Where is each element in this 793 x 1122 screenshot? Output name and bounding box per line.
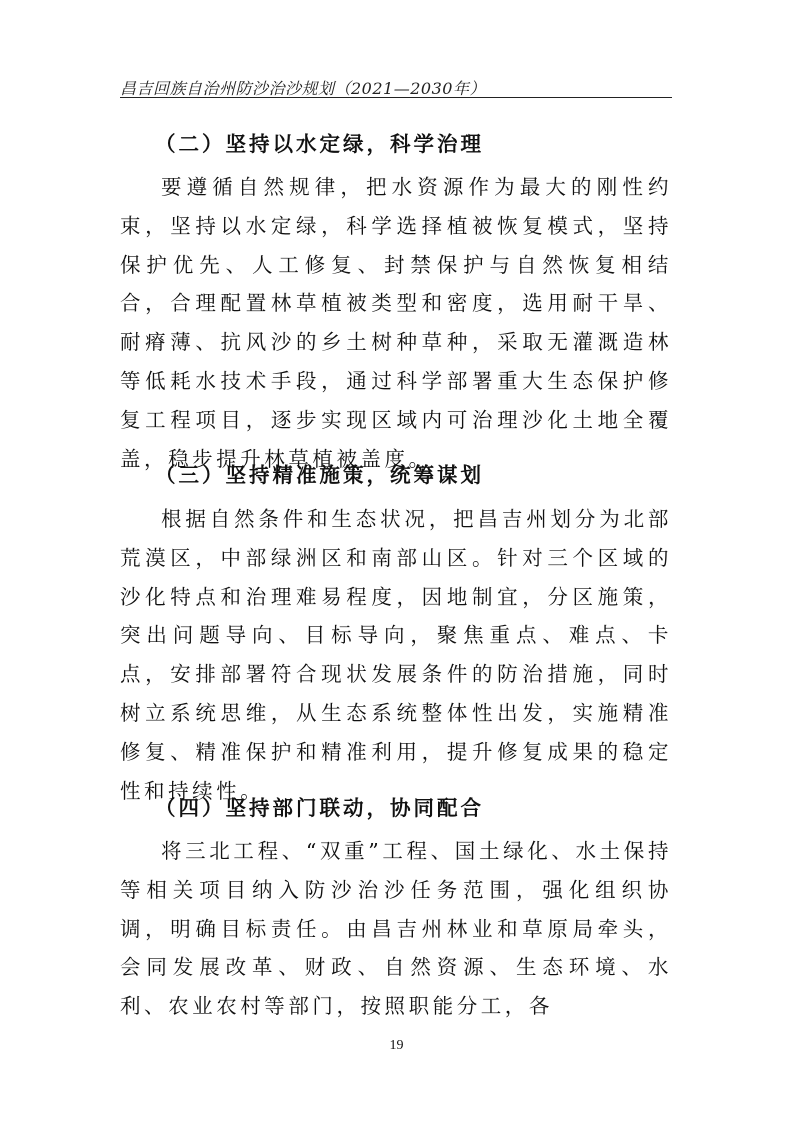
section-paragraph-2: 要遵循自然规律，把水资源作为最大的刚性约束，坚持以水定绿，科学选择植被恢复模式，坚持保护优先、人工修复、封禁保护与自然恢复相结合，合理配置林草植被类型和密度，选用耐干旱、耐瘠薄、抗风沙的乡土树种草种，采取无灌溉造林等低耗水技术手段，通过科学部署重大生态保护修复工程项目，逐步实现区域内可治理沙化土地全覆盖，稳步提升林草植被盖度。 [120, 175, 672, 471]
section-heading-2: （二）坚持以水定绿，科学治理 [155, 132, 484, 156]
running-header: 昌吉回族自治州防沙治沙规划（2021—2030年） [120, 79, 486, 98]
section-heading-4: （四）坚持部门联动，协同配合 [155, 796, 484, 820]
section-paragraph-4: 将三北工程、“双重”工程、国土绿化、水土保持等相关项目纳入防沙治沙任务范围，强化组织协调，明确目标责任。由昌吉州林业和草原局牵头，会同发展改革、财政、自然资源、生态环境、水利、农业农村等部门，按照职能分工，各 [120, 839, 672, 1019]
page-number: 19 [389, 1038, 404, 1053]
header-divider [120, 97, 672, 98]
section-paragraph-3: 根据自然条件和生态状况，把昌吉州划分为北部荒漠区，中部绿洲区和南部山区。针对三个区域的沙化特点和治理难易程度，因地制宜，分区施策，突出问题导向、目标导向，聚焦重点、难点、卡点，安排部署符合现状发展条件的防治措施，同时树立系统思维，从生态系统整体性出发，实施精准修复、精准保护和精准利用，提升修复成果的稳定性和持续性。 [120, 507, 672, 803]
section-heading-3: （三）坚持精准施策，统筹谋划 [155, 463, 484, 487]
